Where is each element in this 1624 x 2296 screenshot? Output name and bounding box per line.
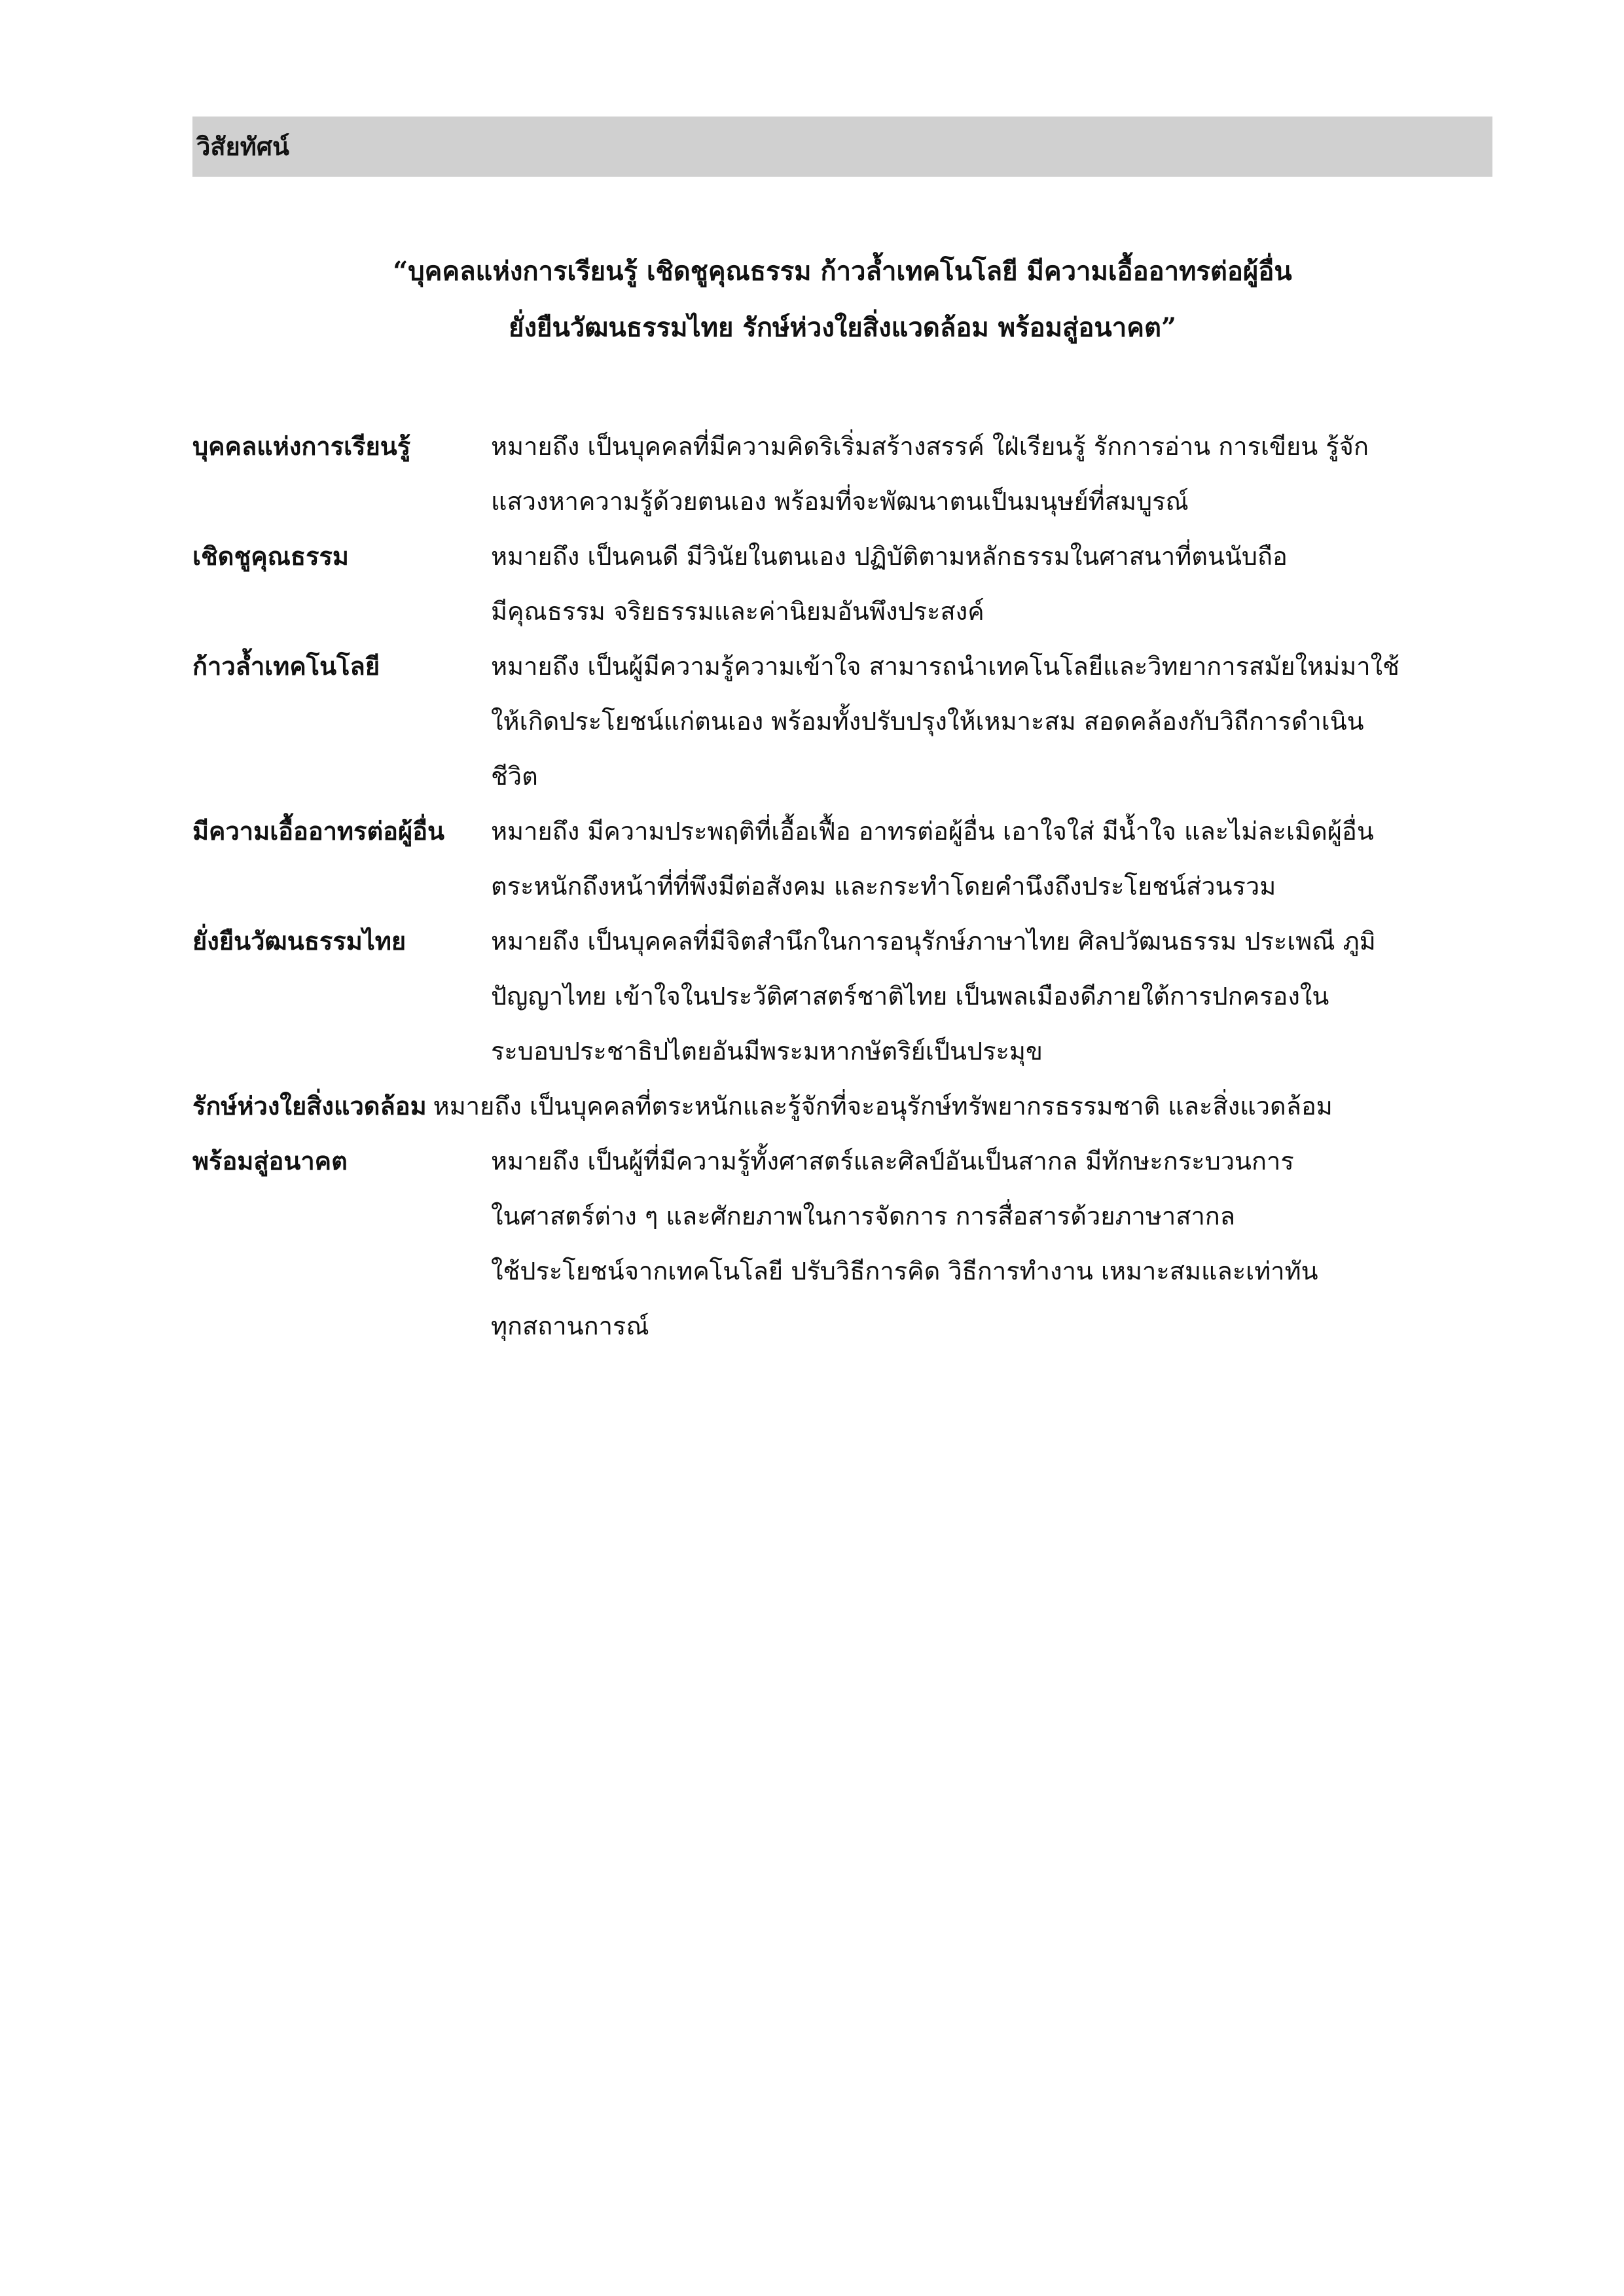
definition-line: แสวงหาความรู้ด้วยตนเอง พร้อมที่จะพัฒนาตนเป็นมนุษย์ที่สมบูรณ์ (491, 487, 1189, 516)
definition-item-generosity (192, 804, 1492, 914)
section-header-bar (192, 117, 1492, 177)
definition-line: ปัญญาไทย เข้าใจในประวัติศาสตร์ชาติไทย เป็นพลเมืองดีภายใต้การปกครองใน (491, 982, 1329, 1011)
definition-line: หมายถึง เป็นผู้ที่มีความรู้ทั้งศาสตร์และศิลป์อันเป็นสากล มีทักษะกระบวนการ (491, 1147, 1294, 1175)
definition-line: ชีวิต (491, 762, 538, 791)
definition-description (491, 529, 1492, 639)
definition-term: ก้าวล้ำเทคโนโลยี (192, 651, 380, 681)
vision-line: ยั่งยืนวัฒนธรรมไทย รักษ์ห่วงใยสิ่งแวดล้อม พร้อมสู่อนาคต” (509, 312, 1176, 343)
definition-term: เชิดชูคุณธรรม (192, 541, 349, 571)
definition-line: หมายถึง มีความประพฤติที่เอื้อเฟื้อ อาทรต่อผู้อื่น เอาใจใส่ มีน้ำใจ และไม่ละเมิดผู้อื่น (491, 817, 1374, 846)
definition-item-thai-culture (192, 914, 1492, 1079)
definition-item-future (192, 1134, 1492, 1354)
definition-description (491, 1134, 1492, 1354)
definition-description (491, 914, 1492, 1079)
vision-statement (192, 243, 1492, 356)
definition-term: รักษ์ห่วงใยสิ่งแวดล้อม (192, 1091, 427, 1121)
definition-item-morality (192, 529, 1492, 639)
definition-item-environment (192, 1079, 1492, 1134)
definition-item-learner (192, 419, 1492, 529)
definition-description (491, 804, 1492, 914)
definition-line: ในศาสตร์ต่าง ๆ และศักยภาพในการจัดการ การสื่อสารด้วยภาษาสากล (491, 1202, 1236, 1230)
definition-line: หมายถึง เป็นบุคคลที่มีจิตสำนึกในการอนุรักษ์ภาษาไทย ศิลปวัฒนธรรม ประเพณี ภูมิ (491, 927, 1376, 956)
definition-term: บุคคลแห่งการเรียนรู้ (192, 431, 411, 461)
definition-line: หมายถึง เป็นผู้มีความรู้ความเข้าใจ สามารถนำเทคโนโลยีและวิทยาการสมัยใหม่มาใช้ (491, 652, 1399, 681)
definition-description: หมายถึง เป็นบุคคลที่ตระหนักและรู้จักที่จะอนุรักษ์ทรัพยากรธรรมชาติ และสิ่งแวดล้อม (433, 1092, 1333, 1121)
definition-line: หมายถึง เป็นบุคคลที่มีความคิดริเริ่มสร้างสรรค์ ใฝ่เรียนรู้ รักการอ่าน การเขียน รู้จัก (491, 432, 1369, 461)
definition-item-technology (192, 639, 1492, 804)
definition-line: ทุกสถานการณ์ (491, 1312, 649, 1340)
definition-line: หมายถึง เป็นคนดี มีวินัยในตนเอง ปฏิบัติตามหลักธรรมในศาสนาที่ตนนับถือ (491, 542, 1288, 571)
definition-line: ตระหนักถึงหน้าที่ที่พึงมีต่อสังคม และกระทำโดยคำนึงถึงประโยชน์ส่วนรวม (491, 872, 1276, 901)
definition-description (491, 419, 1492, 529)
section-title: วิสัยทัศน์ (196, 132, 289, 161)
definition-term: มีความเอื้ออาทรต่อผู้อื่น (192, 816, 445, 846)
definition-line: ใช้ประโยชน์จากเทคโนโลยี ปรับวิธีการคิด วิธีการทำงาน เหมาะสมและเท่าทัน (491, 1257, 1318, 1285)
definition-list (192, 419, 1492, 1354)
vision-line: “บุคคลแห่งการเรียนรู้ เชิดชูคุณธรรม ก้าวล้ำเทคโนโลยี มีความเอื้ออาทรต่อผู้อื่น (393, 256, 1292, 287)
definition-term: พร้อมสู่อนาคต (192, 1146, 348, 1175)
definition-line: ระบอบประชาธิปไตยอันมีพระมหากษัตริย์เป็นประมุข (491, 1037, 1043, 1066)
definition-line: ให้เกิดประโยชน์แก่ตนเอง พร้อมทั้งปรับปรุงให้เหมาะสม สอดคล้องกับวิถีการดำเนิน (491, 707, 1364, 736)
definition-term: ยั่งยืนวัฒนธรรมไทย (192, 926, 406, 956)
definition-line: มีคุณธรรม จริยธรรมและค่านิยมอันพึงประสงค์ (491, 597, 984, 626)
definition-description (491, 639, 1492, 804)
